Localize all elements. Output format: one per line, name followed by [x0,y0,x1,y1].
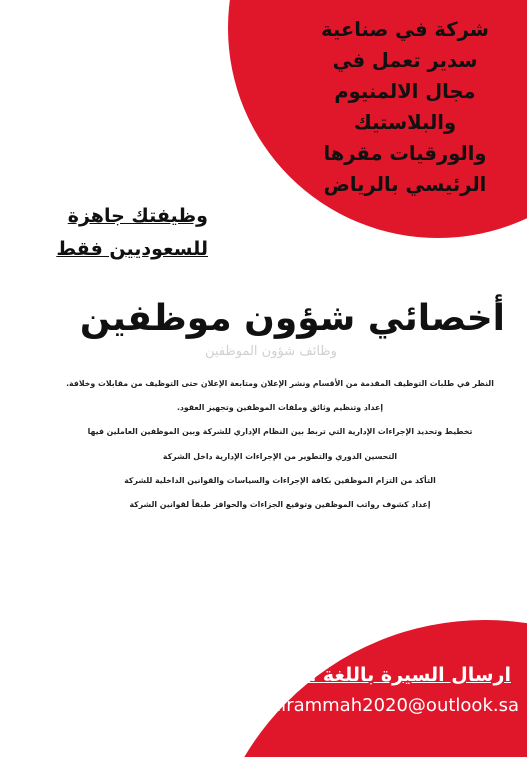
saudi-line: وظيفتك جاهزة [67,205,208,227]
company-line: سدير تعمل في [332,49,478,72]
duty-item: التحسين الدوري والتطوير من الإجراءات الإدارية داخل الشركة [162,451,398,461]
watermark: وظائف شؤون الموظفين [205,344,337,359]
company-line: والبلاستيك [353,111,457,134]
apply-email-link[interactable]: alrammah2020@outlook.sa [270,695,519,716]
duty-item: إعداد كشوف رواتب الموظفين وتوقيع الجزاءات والحوافز طبقاً لقوانين الشركة [129,499,431,509]
saudi-only-notice [18,200,208,266]
company-line: والورقيات مقرها [323,142,487,165]
job-title: أخصائي شؤون موظفين [79,298,505,339]
duty-item: تخطيط وتحديد الإجراءات الإدارية التي تربط بين النظام الإداري للشركة وبين الموظفين العاملين فيها [87,427,473,437]
company-description [295,14,515,200]
duty-item: التأكد من التزام الموظفين بكافة الإجراءات والسياسات والقوانين الداخلية للشركة [124,475,436,485]
company-line: الرئيسي بالرياض [323,173,487,196]
company-line: مجال الالمنيوم [334,80,476,103]
company-line: شركة في صناعية [321,18,489,41]
saudi-line: للسعوديين فقط [56,238,208,260]
apply-instructions: ارسال السيرة باللغة العربية [253,664,511,686]
duty-item: إعداد وتنظيم وثائق وملفات الموظفين وتجهيز العقود. [176,403,384,413]
duty-item: النظر في طلبات التوظيف المقدمة من الأقسام ونشر الإعلان ومتابعة الإعلان حتى التوظيف من مقابلات وخلافة. [66,379,494,388]
decorative-circle-bottom [205,620,527,757]
duties-list [50,372,510,517]
